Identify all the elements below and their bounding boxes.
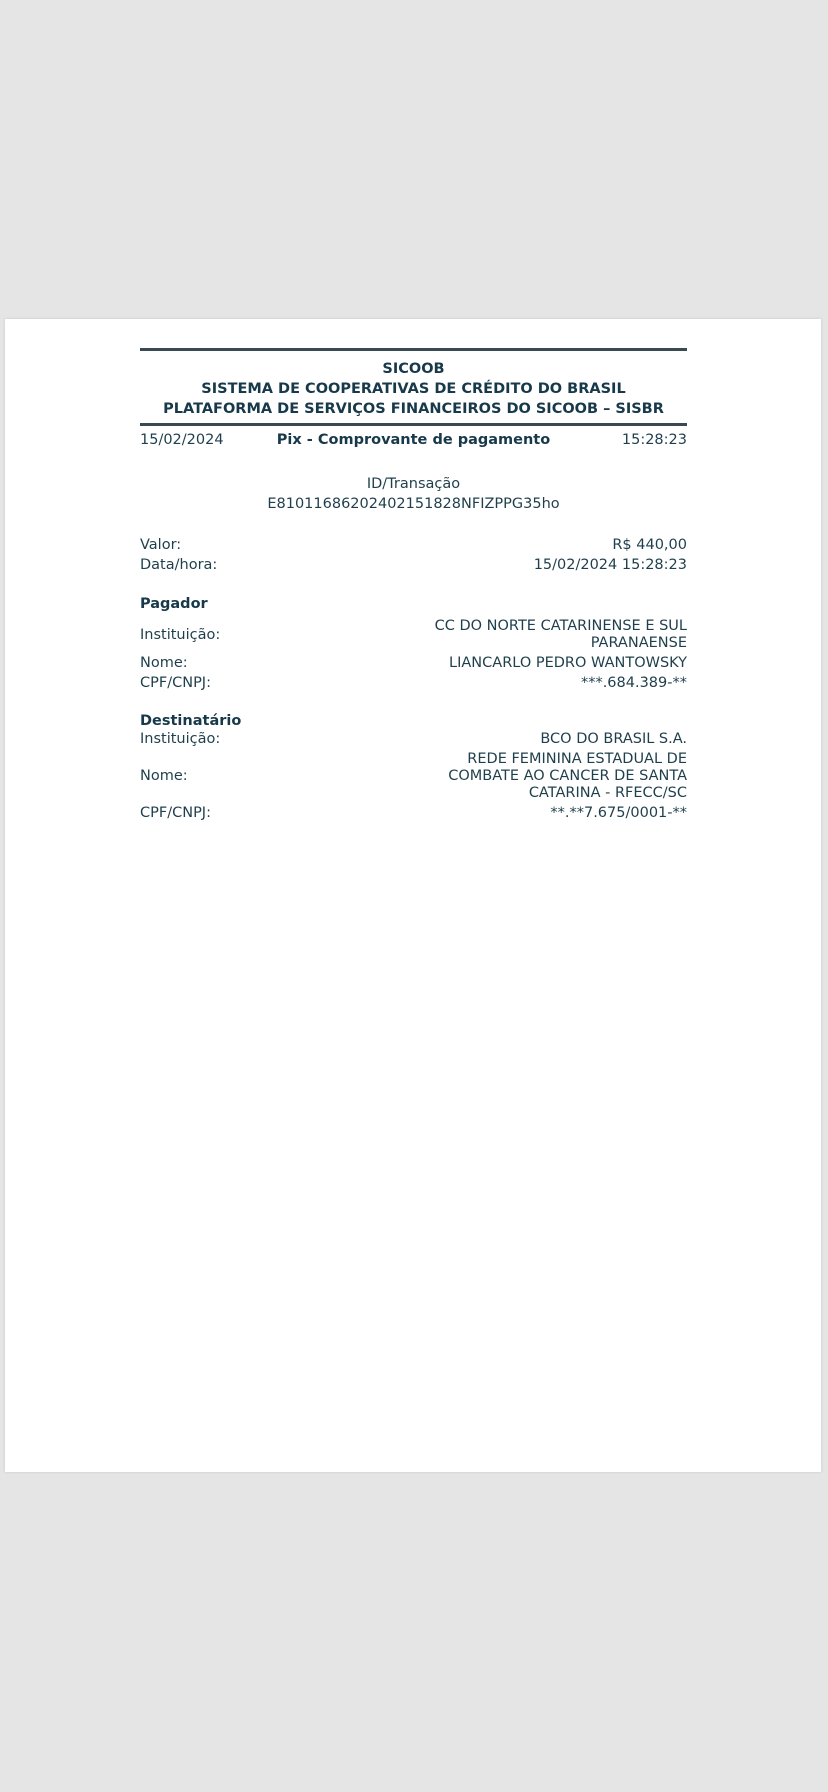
payer-title: Pagador — [140, 596, 208, 612]
transaction-id-label: ID/Transação — [366, 476, 461, 492]
transaction-id-value: E81011686202402151828NFIZPPG35ho — [267, 496, 560, 512]
payer-institution-line1: CC DO NORTE CATARINENSE E SUL — [434, 618, 687, 634]
receipt-date: 15/02/2024 — [140, 432, 224, 448]
datahora-value: 15/02/2024 15:28:23 — [533, 557, 687, 573]
recipient-title: Destinatário — [140, 713, 242, 729]
valor-row — [140, 537, 687, 554]
recipient-name-line3: CATARINA - RFECC/SC — [528, 785, 687, 801]
datahora-row — [140, 557, 687, 574]
payer-cpf-row — [140, 675, 687, 692]
recipient-name-line2: COMBATE AO CANCER DE SANTA — [448, 768, 687, 784]
recipient-name-line1: REDE FEMININA ESTADUAL DE — [467, 751, 687, 767]
payer-cpf-label: CPF/CNPJ: — [140, 675, 211, 691]
bank-system-name: SISTEMA DE COOPERATIVAS DE CRÉDITO DO BRASIL — [201, 381, 626, 397]
payment-values — [140, 537, 687, 574]
recipient-cpf-label: CPF/CNPJ: — [140, 805, 211, 821]
recipient-cpf-value: **.**7.675/0001-** — [550, 805, 687, 821]
valor-label: Valor: — [140, 537, 182, 553]
payer-section — [140, 596, 687, 692]
recipient-institution-value: BCO DO BRASIL S.A. — [540, 731, 687, 747]
recipient-name-label: Nome: — [140, 768, 188, 784]
payer-cpf-value: ***.684.389-** — [580, 675, 687, 691]
bank-header — [140, 351, 687, 423]
bank-name: SICOOB — [382, 361, 445, 377]
recipient-name-row — [140, 751, 687, 802]
recipient-institution-row — [140, 731, 687, 748]
recipient-section — [140, 713, 687, 822]
datahora-label: Data/hora: — [140, 557, 218, 573]
receipt-title: Pix - Comprovante de pagamento — [276, 432, 551, 448]
receipt-document — [5, 319, 821, 1472]
payer-name-value: LIANCARLO PEDRO WANTOWSKY — [449, 655, 687, 671]
payer-name-row — [140, 655, 687, 672]
receipt-title-row — [140, 432, 687, 452]
payer-institution-row — [140, 618, 687, 652]
transaction-id-block — [140, 474, 687, 514]
payer-name-label: Nome: — [140, 655, 188, 671]
payer-institution-line2: PARANAENSE — [590, 635, 687, 651]
valor-amount: R$ 440,00 — [612, 537, 687, 553]
bank-platform-name: PLATAFORMA DE SERVIÇOS FINANCEIROS DO SICOOB – SISBR — [163, 401, 664, 417]
payer-institution-label: Instituição: — [140, 626, 221, 643]
recipient-name-value — [448, 751, 687, 802]
receipt-time: 15:28:23 — [621, 432, 687, 448]
payer-institution-value — [435, 618, 687, 652]
header-divider — [140, 423, 687, 426]
receipt-content — [140, 348, 687, 825]
recipient-cpf-row — [140, 805, 687, 822]
recipient-institution-label: Instituição: — [140, 731, 221, 747]
